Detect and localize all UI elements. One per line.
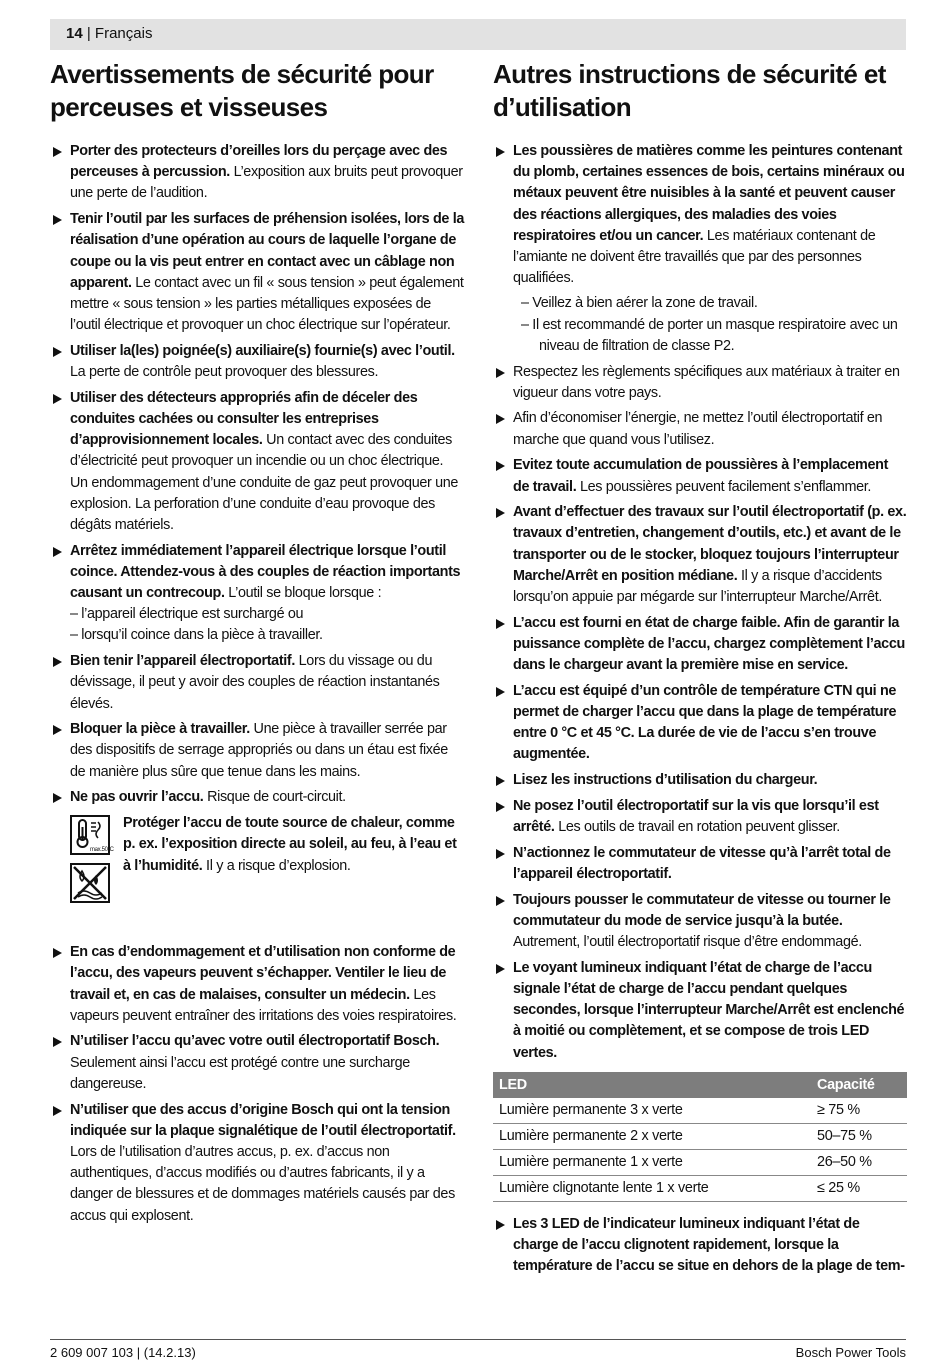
item-text: Une pièce à travailler serrée par des dispositifs de serrage appropriés ou dans un étau est fixée de manière plus sûre que tenue dans les mains. <box>70 721 448 780</box>
list-item <box>50 388 464 536</box>
item-bold-text: N’actionnez le commutateur de vitesse qu’à l’arrêt total de l’appareil électroportatif. <box>513 844 891 882</box>
item-text: Les vapeurs peuvent entraîner des irritations des voies respiratoires. <box>70 986 457 1024</box>
item-text: Lors du vissage ou du dévissage, il peut y avoir des couples de réaction instantanés élevés. <box>70 653 440 712</box>
right-section-title: Autres instructions de sécurité et d’utilisation <box>493 59 886 122</box>
item-bold-text: N’utiliser l’accu qu’avec votre outil électroportatif Bosch. <box>70 1033 440 1050</box>
capacity-cell: ≥ 75 % <box>811 1098 907 1124</box>
led-blink-bold: Les 3 LED de l’indicateur lumineux indiquant l’état de charge de l’accu clignotent rapidement, lorsque la température de l’accu se situe en dehors de la plage de tem- <box>513 1215 905 1275</box>
list-item <box>50 209 464 336</box>
list-item <box>50 651 464 715</box>
capacity-cell: 50–75 % <box>811 1123 907 1149</box>
icon-temperature-label: max.50°C <box>90 847 114 854</box>
thermometer-icon <box>70 815 114 855</box>
led-state-cell: Lumière permanente 3 x verte <box>493 1098 811 1124</box>
item-bold-text: Arrêtez immédiatement l’appareil électrique lorsque l’outil coince. Attendez-vous à des couples de réaction importants causant un contrecoup. <box>70 542 461 602</box>
list-item <box>493 958 907 1064</box>
list-item <box>493 890 907 954</box>
bullet-triangle-icon <box>53 948 62 958</box>
bullet-triangle-icon <box>496 964 505 974</box>
table-row <box>493 1098 907 1124</box>
list-item <box>493 455 907 497</box>
bullet-triangle-icon <box>496 619 505 629</box>
item-text: Il y a risque d’accidents lorsqu’on appuie par mégarde sur l’interrupteur Marche/Arrêt. <box>513 567 882 606</box>
capacity-cell: ≤ 25 % <box>811 1175 907 1201</box>
item-text: Les outils de travail en rotation peuvent glisser. <box>554 819 840 836</box>
bullet-triangle-icon <box>496 508 505 518</box>
bullet-triangle-icon <box>496 147 505 157</box>
list-item <box>50 1100 464 1227</box>
dust-dash-1: – Veillez à bien aérer la zone de travail. <box>521 295 758 312</box>
item-text: L’exposition aux bruits peut provoquer une perte de l’audition. <box>70 164 463 202</box>
bullet-triangle-icon <box>53 394 62 404</box>
left-column <box>50 58 464 1231</box>
bullet-triangle-icon <box>496 461 505 471</box>
bullet-triangle-icon <box>53 347 62 357</box>
list-item <box>50 942 464 1027</box>
header-separator: | <box>82 25 95 42</box>
led-state-cell: Lumière permanente 1 x verte <box>493 1149 811 1175</box>
bullet-triangle-icon <box>496 849 505 859</box>
list-item <box>493 408 907 450</box>
bullet-triangle-icon <box>496 802 505 812</box>
right-column <box>493 58 907 1282</box>
list-item <box>493 796 907 838</box>
item-bold-text: Utiliser la(les) poignée(s) auxiliaire(s) fournie(s) avec l’outil. <box>70 342 455 359</box>
bullet-triangle-icon <box>53 1106 62 1116</box>
bullet-triangle-icon <box>496 896 505 906</box>
led-capacity-table <box>493 1072 907 1202</box>
bullet-triangle-icon <box>53 793 62 803</box>
item-text: Un contact avec des conduites d’électricité peut provoquer un incendie ou un choc électrique. Un endommagement d’une conduite de gaz peut provoquer une explosion. La perforation d’une conduite d’eau provoque des dégâts matériels. <box>70 432 459 533</box>
item-bold-text: Evitez toute accumulation de poussières à l’emplacement de travail. <box>513 457 889 495</box>
item-bold-text: Porter des protecteurs d’oreilles lors du perçage avec des perceuses à percussion. <box>70 143 448 181</box>
left-section-title: Avertissements de sécurité pour perceuses et visseuses <box>50 59 434 122</box>
table-header-capacity: Capacité <box>811 1072 907 1098</box>
list-item <box>493 681 907 766</box>
item-bold-text: Ne pas ouvrir l’accu. <box>70 789 204 806</box>
table-row <box>493 1175 907 1201</box>
bullet-triangle-icon <box>53 547 62 557</box>
dust-dash-2: – Il est recommandé de porter un masque respiratoire avec un niveau de filtration de classe P2. <box>521 316 898 354</box>
bullet-triangle-icon <box>496 687 505 697</box>
page-header <box>66 25 152 43</box>
dust-warning-item <box>493 141 907 357</box>
header-language: Français <box>94 25 153 42</box>
list-item <box>50 787 464 808</box>
table-header-row <box>493 1072 907 1098</box>
list-item <box>493 362 907 404</box>
item-dash: – lorsqu’il coince dans la pièce à travailler. <box>70 627 323 644</box>
list-item <box>493 843 907 885</box>
bullet-triangle-icon <box>496 776 505 786</box>
item-text: Respectez les règlements spécifiques aux matériaux à traiter en vigueur dans votre pays. <box>513 363 900 401</box>
footer-brand: Bosch Power Tools <box>795 1345 906 1360</box>
item-bold-text: Bien tenir l’appareil électroportatif. <box>70 653 295 670</box>
item-bold-text: L’accu est fourni en état de charge faible. Afin de garantir la puissance complète de l’accu, chargez complètement l’accu dans le chargeur avant la première mise en service. <box>513 614 905 674</box>
left-items <box>50 141 464 809</box>
table-header-led: LED <box>493 1072 811 1098</box>
bullet-triangle-icon <box>53 215 62 225</box>
page-number: 14 <box>66 25 83 42</box>
footer-divider <box>50 1339 906 1340</box>
table-row <box>493 1149 907 1175</box>
item-bold-text: Bloquer la pièce à travailler. <box>70 721 250 738</box>
table-body <box>493 1098 907 1202</box>
item-text: Risque de court-circuit. <box>203 789 346 806</box>
led-blink-item <box>493 1214 907 1278</box>
list-item <box>493 613 907 677</box>
item-bold-text: Lisez les instructions d’utilisation du chargeur. <box>513 772 818 789</box>
heat-warning-bold: Protéger l’accu de toute source de chaleur, comme p. ex. l’exposition directe au soleil, au feu, à l’eau et à l’humidité. <box>123 815 457 874</box>
item-text: Les poussières peuvent facilement s’enflammer. <box>576 478 872 495</box>
bullet-triangle-icon <box>496 414 505 424</box>
dust-warning-bold: Les poussières de matières comme les peintures contenant du plomb, certaines essences de bois, certains minéraux ou métaux peuvent être nuisibles à la santé et peuvent causer des réactions allergiques, des maladies des voies respiratoires et/ou un cancer. <box>513 143 905 244</box>
item-text: Autrement, l’outil électroportatif risque d’être endommagé. <box>513 934 862 951</box>
list-item <box>50 341 464 383</box>
list-item <box>493 770 907 791</box>
header-bar <box>50 19 906 50</box>
item-text: L’outil se bloque lorsque : <box>224 585 382 602</box>
item-bold-text: Avant d’effectuer des travaux sur l’outil électroportatif (p. ex. travaux d’entretien, changement d’outils, etc.) et avant de le transporter ou de le stocker, bloquez toujours l’interrupteur Marche/Arrêt en position médiane. <box>513 504 907 584</box>
bullet-triangle-icon <box>496 1220 505 1230</box>
heat-warning-text: Il y a risque d’explosion. <box>202 857 351 874</box>
item-dash: – l’appareil électrique est surchargé ou <box>70 606 304 623</box>
item-text: Afin d’économiser l’énergie, ne mettez l’outil électroportatif en marche que quand vous l’utilisez. <box>513 410 883 448</box>
list-item <box>50 719 464 783</box>
item-bold-text: Utiliser des détecteurs appropriés afin de déceler des conduites cachées ou consulter les entreprises d’approvisionnement locales. <box>70 389 418 449</box>
item-text: Le contact avec un fil « sous tension » peut également mettre « sous tension » les parties métalliques exposées de l’outil électrique et provoquer un choc électrique sur l’opérateur. <box>70 274 464 334</box>
right-items <box>493 362 907 1064</box>
no-water-fire-icon <box>70 863 110 903</box>
item-bold-text: L’accu est équipé d’un contrôle de température CTN qui ne permet de charger l’accu que dans la plage de température entre 0 °C et 45 °C. La durée de vie de l’accu s’en trouve augmentée. <box>513 682 897 763</box>
bullet-triangle-icon <box>53 725 62 735</box>
item-bold-text: En cas d’endommagement et d’utilisation non conforme de l’accu, des vapeurs peuvent s’échapper. Ventiler le lieu de travail et, en cas de malaises, consulter un médecin. <box>70 944 456 1003</box>
item-bold-text: Le voyant lumineux indiquant l’état de charge de l’accu signale l’état de charge de l’accu pendant quelques secondes, lorsque l’interrupteur Marche/Arrêt est enclenché à moitié ou complètement, et se compose de trois LED vertes. <box>513 959 905 1061</box>
item-bold-text: Toujours pousser le commutateur de vitesse ou tourner le commutateur du mode de service jusqu’à la butée. <box>513 891 891 929</box>
led-state-cell: Lumière clignotante lente 1 x verte <box>493 1175 811 1201</box>
left-items-2 <box>50 942 464 1227</box>
table-row <box>493 1123 907 1149</box>
capacity-cell: 26–50 % <box>811 1149 907 1175</box>
item-text: La perte de contrôle peut provoquer des blessures. <box>70 364 379 381</box>
bullet-triangle-icon <box>53 147 62 157</box>
bullet-triangle-icon <box>53 657 62 667</box>
item-text: Lors de l’utilisation d’autres accus, p. ex. d’accus non authentiques, d’accus modifiés ou d’autres fabricants, il y a danger de blessures et de dommages matériels causés par des accus qui explosent. <box>70 1143 455 1224</box>
footer-doc-number: 2 609 007 103 | (14.2.13) <box>50 1345 196 1360</box>
list-item <box>493 502 907 608</box>
bullet-triangle-icon <box>496 368 505 378</box>
item-bold-text: Tenir l’outil par les surfaces de préhension isolées, lors de la réalisation d’une opération au cours de laquelle l’organe de coupe ou la vis peut entrer en contact avec un câblage non apparent. <box>70 211 465 291</box>
heat-warning-item <box>50 813 464 909</box>
led-state-cell: Lumière permanente 2 x verte <box>493 1123 811 1149</box>
list-item <box>50 141 464 205</box>
dust-warning-text: Les matériaux contenant de l’amiante ne doivent être travaillés que par des personnes qualifiées. <box>513 227 876 287</box>
item-bold-text: N’utiliser que des accus d’origine Bosch qui ont la tension indiquée sur la plaque signalétique de l’outil électroportatif. <box>70 1101 456 1139</box>
list-item <box>50 1031 464 1095</box>
list-item <box>50 541 464 647</box>
bullet-triangle-icon <box>53 1037 62 1047</box>
item-text: Seulement ainsi l’accu est protégé contre une surcharge dangereuse. <box>70 1054 410 1092</box>
item-bold-text: Ne posez l’outil électroportatif sur la vis que lorsqu’il est arrêté. <box>513 797 879 836</box>
